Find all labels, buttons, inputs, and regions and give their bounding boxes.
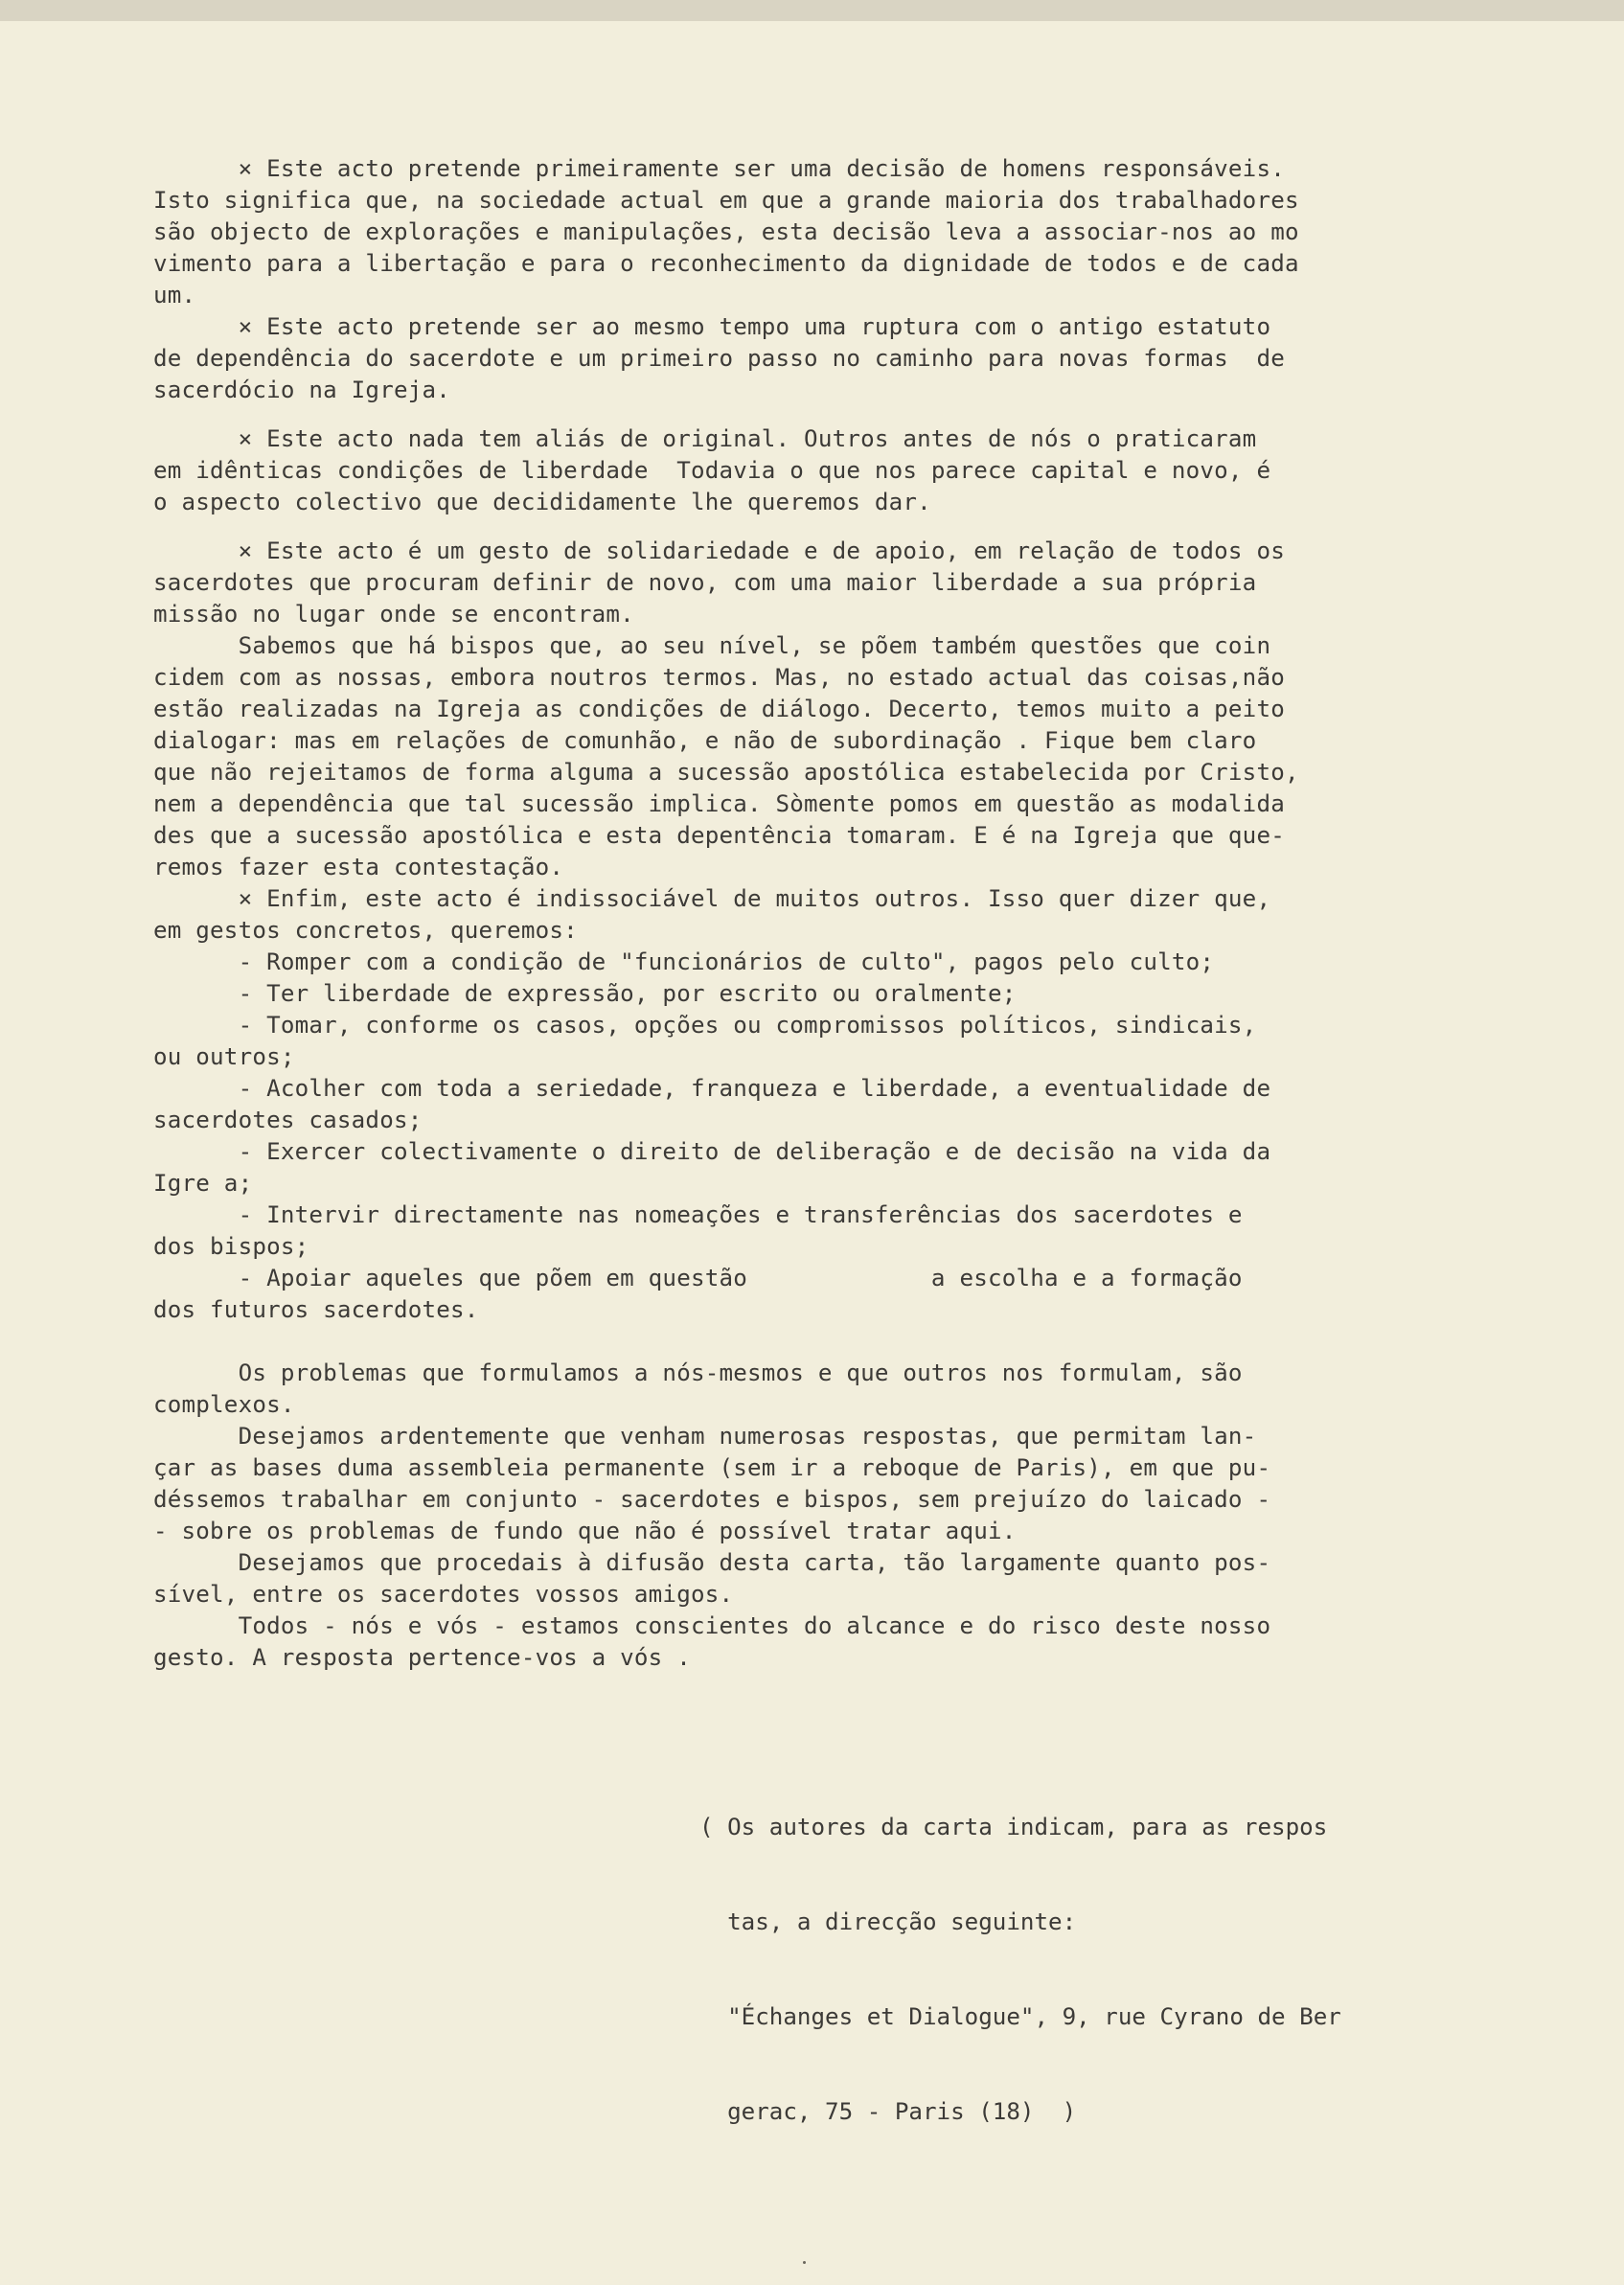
paragraph-gap <box>153 518 1437 536</box>
text-line: Desejamos que procedais à difusão desta carta, tão largamente quanto pos- <box>153 1549 1271 1576</box>
text-line: × Este acto pretende ser ao mesmo tempo uma ruptura com o antigo estatuto <box>153 313 1271 340</box>
text-line: - Apoiar aqueles que põem em questão a escolha e a formação <box>153 1265 1243 1291</box>
paragraph-gap <box>153 406 1437 423</box>
text-line: o aspecto colectivo que decididamente lhe queremos dar. <box>153 489 931 515</box>
text-line: dos futuros sacerdotes. <box>153 1296 479 1323</box>
text-line: Todos - nós e vós - estamos conscientes do alcance e do risco deste nosso <box>153 1612 1271 1639</box>
text-line: × Este acto nada tem aliás de original. Outros antes de nós o praticaram <box>153 425 1257 452</box>
paper-speck <box>803 2261 806 2264</box>
text-line: - Exercer colectivamente o direito de deliberação e de decisão na vida da <box>153 1138 1271 1165</box>
text-line: çar as bases duma assembleia permanente (sem ir a reboque de Paris), em que pu- <box>153 1454 1271 1481</box>
text-line: sível, entre os sacerdotes vossos amigos. <box>153 1581 734 1608</box>
text-line: em idênticas condições de liberdade Todavia o que nos parece capital e novo, é <box>153 457 1271 484</box>
text-line: complexos. <box>153 1391 295 1418</box>
text-line: de dependência do sacerdote e um primeiro passo no caminho para novas formas de <box>153 345 1285 372</box>
footnote-line: gerac, 75 - Paris (18) ) <box>699 2098 1077 2125</box>
text-line: - Tomar, conforme os casos, opções ou compromissos políticos, sindicais, <box>153 1012 1257 1039</box>
text-line: Isto significa que, na sociedade actual em que a grande maioria dos trabalhadores <box>153 187 1299 214</box>
text-line: nem a dependência que tal sucessão implica. Sòmente pomos em questão as modalida <box>153 790 1285 817</box>
text-line: cidem com as nossas, embora noutros termos. Mas, no estado actual das coisas,não <box>153 664 1285 691</box>
footnote-line: "Échanges et Dialogue", 9, rue Cyrano de Ber <box>699 2003 1341 2030</box>
text-line: em gestos concretos, queremos: <box>153 917 578 944</box>
text-line: ou outros; <box>153 1043 295 1070</box>
text-line: × Este acto pretende primeiramente ser uma decisão de homens responsáveis. <box>153 155 1285 182</box>
text-line: × Este acto é um gesto de solidariedade e de apoio, em relação de todos os <box>153 537 1285 564</box>
footnote-line: ( Os autores da carta indicam, para as respos <box>699 1814 1328 1840</box>
text-line: × Enfim, este acto é indissociável de muitos outros. Isso quer dizer que, <box>153 885 1271 912</box>
text-line: - Romper com a condição de "funcionários de culto", pagos pelo culto; <box>153 948 1215 975</box>
text-line: - Intervir directamente nas nomeações e transferências dos sacerdotes e <box>153 1201 1243 1228</box>
text-line: sacerdotes que procuram definir de novo, com uma maior liberdade a sua própria <box>153 569 1257 596</box>
text-line: estão realizadas na Igreja as condições de diálogo. Decerto, temos muito a peito <box>153 696 1285 722</box>
text-line: Sabemos que há bispos que, ao seu nível, se põem também questões que coin <box>153 632 1271 659</box>
letter-body <box>153 153 1437 1674</box>
text-line: des que a sucessão apostólica e esta depentência tomaram. E é na Igreja que que- <box>153 822 1285 849</box>
text-line: sacerdotes casados; <box>153 1107 423 1133</box>
text-line: dos bispos; <box>153 1233 309 1260</box>
text-line: sacerdócio na Igreja. <box>153 377 451 403</box>
text-line: vimento para a libertação e para o reconhecimento da dignidade de todos e de cada <box>153 250 1299 277</box>
footnote-line: tas, a direcção seguinte: <box>699 1908 1077 1935</box>
text-line: - Acolher com toda a seriedade, franqueza e liberdade, a eventualidade de <box>153 1075 1271 1102</box>
text-line: gesto. A resposta pertence-vos a vós . <box>153 1644 691 1671</box>
text-line: dialogar: mas em relações de comunhão, e não de subordinação . Fique bem claro <box>153 727 1257 754</box>
text-line: Igre a; <box>153 1170 253 1197</box>
text-line: Desejamos ardentemente que venham numerosas respostas, que permitam lan- <box>153 1423 1257 1450</box>
text-line: um. <box>153 282 196 308</box>
text-line: - Ter liberdade de expressão, por escrito ou oralmente; <box>153 980 1017 1007</box>
text-line: - sobre os problemas de fundo que não é possível tratar aqui. <box>153 1518 1017 1544</box>
text-line: missão no lugar onde se encontram. <box>153 601 634 628</box>
text-line: são objecto de explorações e manipulações, esta decisão leva a associar-nos ao mo <box>153 218 1299 245</box>
text-line: remos fazer esta contestação. <box>153 854 564 880</box>
contact-footnote <box>699 1748 1341 2159</box>
text-line: déssemos trabalhar em conjunto - sacerdotes e bispos, sem prejuízo do laicado - <box>153 1486 1271 1513</box>
text-line: Os problemas que formulamos a nós-mesmos e que outros nos formulam, são <box>153 1360 1243 1386</box>
text-line: que não rejeitamos de forma alguma a sucessão apostólica estabelecida por Cristo, <box>153 759 1299 786</box>
paragraph-gap <box>153 1326 1437 1358</box>
